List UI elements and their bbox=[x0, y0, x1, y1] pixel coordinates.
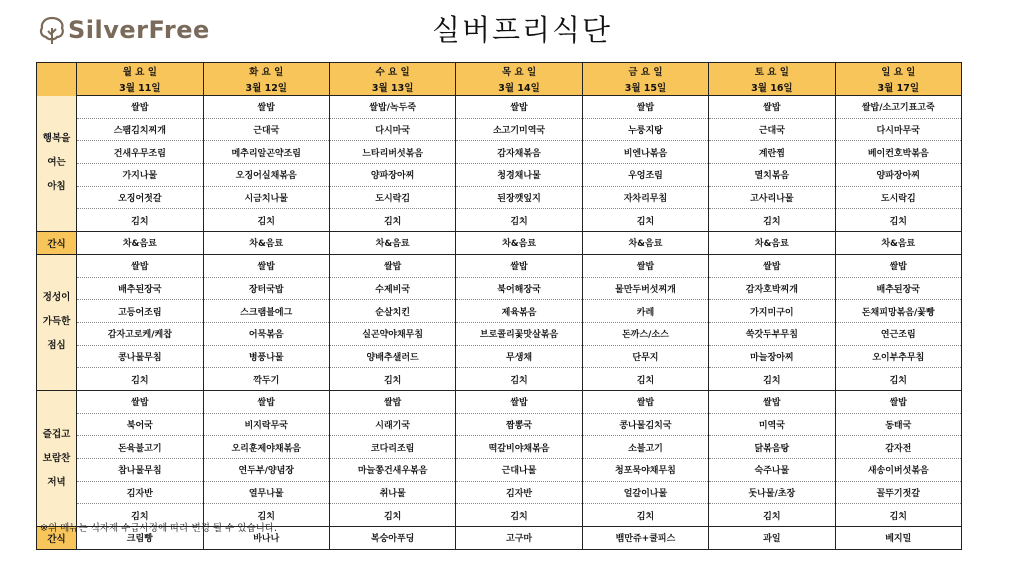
menu-item: 쌀밥 bbox=[709, 390, 835, 413]
menu-item: 쌀밥 bbox=[77, 390, 203, 413]
snack-item: 과일 bbox=[709, 527, 835, 550]
day-header-row bbox=[37, 63, 962, 80]
weekly-menu-table bbox=[36, 62, 962, 550]
menu-item: 열무나물 bbox=[203, 481, 329, 504]
menu-item: 깍두기 bbox=[203, 368, 329, 391]
menu-item: 연근조림 bbox=[835, 322, 961, 345]
menu-item: 감자고로케/케찹 bbox=[77, 322, 203, 345]
date-header: 3월 16일 bbox=[709, 79, 835, 96]
menu-item: 쌀밥 bbox=[77, 254, 203, 277]
snack-label: 간식 bbox=[37, 232, 77, 255]
breakfast-row bbox=[37, 186, 962, 209]
breakfast-label-line: 행복을 bbox=[42, 133, 71, 145]
menu-item: 쌀밥 bbox=[456, 96, 582, 119]
menu-item: 동태국 bbox=[835, 413, 961, 436]
menu-item: 김자반 bbox=[456, 481, 582, 504]
menu-item: 도시락김 bbox=[835, 186, 961, 209]
menu-item: 비지락무국 bbox=[203, 413, 329, 436]
menu-item: 장터국밥 bbox=[203, 277, 329, 300]
menu-item: 근대국 bbox=[709, 118, 835, 141]
breakfast-row bbox=[37, 141, 962, 164]
date-header: 3월 14일 bbox=[456, 79, 582, 96]
menu-item: 쌀밥 bbox=[203, 254, 329, 277]
menu-item: 콩나물무침 bbox=[77, 345, 203, 368]
menu-item: 쌀밥 bbox=[835, 390, 961, 413]
menu-item: 청경채나물 bbox=[456, 164, 582, 187]
menu-item: 김치 bbox=[329, 504, 455, 527]
menu-item: 쌀밥 bbox=[582, 96, 708, 119]
menu-item: 김치 bbox=[835, 209, 961, 232]
menu-item: 가지나물 bbox=[77, 164, 203, 187]
menu-item: 김치 bbox=[582, 504, 708, 527]
date-header: 3월 11일 bbox=[77, 79, 203, 96]
menu-item: 가지미구이 bbox=[709, 300, 835, 323]
dinner-label bbox=[37, 390, 77, 526]
day-header: 수 요 일 bbox=[329, 63, 455, 80]
menu-item: 숙주나물 bbox=[709, 459, 835, 482]
lunch-label-line: 정성이 bbox=[42, 292, 71, 304]
menu-item: 오이부추무침 bbox=[835, 345, 961, 368]
menu-item: 쌀밥 bbox=[582, 390, 708, 413]
menu-item: 김치 bbox=[456, 209, 582, 232]
menu-item: 근대나물 bbox=[456, 459, 582, 482]
date-header: 3월 15일 bbox=[582, 79, 708, 96]
date-header-row bbox=[37, 79, 962, 96]
dinner-label-line: 저녁 bbox=[47, 476, 66, 488]
menu-item: 김치 bbox=[709, 504, 835, 527]
snack-item: 차&음료 bbox=[203, 232, 329, 255]
menu-item: 시래기국 bbox=[329, 413, 455, 436]
date-header: 3월 12일 bbox=[203, 79, 329, 96]
menu-item: 쌀밥 bbox=[835, 254, 961, 277]
snack-item: 차&음료 bbox=[709, 232, 835, 255]
menu-item: 김치 bbox=[835, 368, 961, 391]
lunch-row bbox=[37, 300, 962, 323]
menu-item: 쌀밥/소고기표고죽 bbox=[835, 96, 961, 119]
menu-item: 콩나물김치국 bbox=[582, 413, 708, 436]
menu-item: 느타리버섯볶음 bbox=[329, 141, 455, 164]
menu-item: 감자호박찌개 bbox=[709, 277, 835, 300]
menu-body bbox=[37, 96, 962, 550]
dinner-row bbox=[37, 481, 962, 504]
menu-item: 청포묵야채무침 bbox=[582, 459, 708, 482]
snack-item: 뱀만쥬+쿨피스 bbox=[582, 527, 708, 550]
menu-item: 수제비국 bbox=[329, 277, 455, 300]
menu-item: 마늘쫑건새우볶음 bbox=[329, 459, 455, 482]
menu-item: 양배추샐러드 bbox=[329, 345, 455, 368]
dinner-row bbox=[37, 390, 962, 413]
menu-item: 건새우무조림 bbox=[77, 141, 203, 164]
menu-item: 김치 bbox=[77, 368, 203, 391]
menu-item: 쌀밥 bbox=[709, 254, 835, 277]
menu-item: 김치 bbox=[582, 209, 708, 232]
menu-item: 쑥갓두부무침 bbox=[709, 322, 835, 345]
menu-item: 누룽지탕 bbox=[582, 118, 708, 141]
menu-item: 계란찜 bbox=[709, 141, 835, 164]
snack-item: 차&음료 bbox=[77, 232, 203, 255]
page-title: 실버프리식단 bbox=[431, 13, 613, 47]
menu-item: 새송이버섯볶음 bbox=[835, 459, 961, 482]
menu-item: 김치 bbox=[709, 368, 835, 391]
menu-item: 김치 bbox=[77, 209, 203, 232]
menu-item: 우엉조림 bbox=[582, 164, 708, 187]
menu-item: 북어국 bbox=[77, 413, 203, 436]
breakfast-row bbox=[37, 164, 962, 187]
dinner-label-line: 즐겁고 bbox=[42, 428, 71, 440]
menu-item: 다시마무국 bbox=[835, 118, 961, 141]
snack-item: 차&음료 bbox=[835, 232, 961, 255]
menu-item: 자차리무침 bbox=[582, 186, 708, 209]
menu-item: 제육볶음 bbox=[456, 300, 582, 323]
snack-label: 간식 bbox=[37, 527, 77, 550]
lunch-row bbox=[37, 277, 962, 300]
menu-item: 비엔나볶음 bbox=[582, 141, 708, 164]
menu-item: 김자반 bbox=[77, 481, 203, 504]
day-header: 금 요 일 bbox=[582, 63, 708, 80]
dinner-label-line: 보람찬 bbox=[42, 452, 71, 464]
lunch-row bbox=[37, 368, 962, 391]
menu-item: 김치 bbox=[835, 504, 961, 527]
lunch-label-line: 가득한 bbox=[42, 316, 71, 328]
menu-item: 멸치볶음 bbox=[709, 164, 835, 187]
day-header: 토 요 일 bbox=[709, 63, 835, 80]
menu-item: 도시락김 bbox=[329, 186, 455, 209]
menu-item: 쌀밥 bbox=[582, 254, 708, 277]
menu-item: 취나물 bbox=[329, 481, 455, 504]
snack1-row bbox=[37, 232, 962, 255]
lunch-row bbox=[37, 254, 962, 277]
menu-item: 돈육불고기 bbox=[77, 436, 203, 459]
dinner-row bbox=[37, 413, 962, 436]
breakfast-row bbox=[37, 118, 962, 141]
menu-item: 쌀밥 bbox=[329, 254, 455, 277]
menu-item: 배추된장국 bbox=[77, 277, 203, 300]
menu-item: 돈채피망볶음/꽃빵 bbox=[835, 300, 961, 323]
menu-item: 김치 bbox=[582, 368, 708, 391]
snack-item: 베지밀 bbox=[835, 527, 961, 550]
lunch-label-line: 점심 bbox=[47, 340, 66, 352]
menu-item: 감자전 bbox=[835, 436, 961, 459]
breakfast-label-line: 아침 bbox=[47, 181, 66, 193]
menu-item: 북어해장국 bbox=[456, 277, 582, 300]
menu-item: 배추된장국 bbox=[835, 277, 961, 300]
menu-item: 김치 bbox=[709, 209, 835, 232]
menu-item: 병풍나물 bbox=[203, 345, 329, 368]
menu-item: 무생채 bbox=[456, 345, 582, 368]
menu-item: 미역국 bbox=[709, 413, 835, 436]
menu-item: 순살치킨 bbox=[329, 300, 455, 323]
menu-item: 쌀밥 bbox=[456, 254, 582, 277]
day-header: 목 요 일 bbox=[456, 63, 582, 80]
lunch-row bbox=[37, 345, 962, 368]
menu-item: 쌀밥 bbox=[456, 390, 582, 413]
menu-item: 참나물무침 bbox=[77, 459, 203, 482]
menu-item: 실곤약야채무침 bbox=[329, 322, 455, 345]
menu-item: 코다리조림 bbox=[329, 436, 455, 459]
breakfast-row bbox=[37, 96, 962, 119]
breakfast-label bbox=[37, 96, 77, 232]
menu-item: 오징어젓갈 bbox=[77, 186, 203, 209]
breakfast-row bbox=[37, 209, 962, 232]
snack-item: 차&음료 bbox=[582, 232, 708, 255]
snack-item: 바나나 bbox=[203, 527, 329, 550]
date-header: 3월 13일 bbox=[329, 79, 455, 96]
menu-item: 고사리나물 bbox=[709, 186, 835, 209]
snack-item: 차&음료 bbox=[329, 232, 455, 255]
menu-item: 오리훈제야채볶음 bbox=[203, 436, 329, 459]
menu-item: 베이컨호박볶음 bbox=[835, 141, 961, 164]
menu-item: 김치 bbox=[329, 368, 455, 391]
menu-item: 김치 bbox=[456, 504, 582, 527]
menu-item: 어묵볶음 bbox=[203, 322, 329, 345]
dinner-row bbox=[37, 459, 962, 482]
menu-item: 쌀밥 bbox=[329, 390, 455, 413]
day-header: 화 요 일 bbox=[203, 63, 329, 80]
menu-item: 감자채볶음 bbox=[456, 141, 582, 164]
menu-item: 브로콜리꽃맛살볶음 bbox=[456, 322, 582, 345]
menu-item: 김치 bbox=[329, 209, 455, 232]
menu-item: 김치 bbox=[456, 368, 582, 391]
date-header: 3월 17일 bbox=[835, 79, 961, 96]
day-header: 일 요 일 bbox=[835, 63, 961, 80]
dinner-row bbox=[37, 436, 962, 459]
snack-item: 크림빵 bbox=[77, 527, 203, 550]
menu-item: 마늘장아찌 bbox=[709, 345, 835, 368]
lunch-row bbox=[37, 322, 962, 345]
menu-item: 스크램블에그 bbox=[203, 300, 329, 323]
breakfast-label-line: 여는 bbox=[47, 157, 66, 169]
menu-item: 소고기미역국 bbox=[456, 118, 582, 141]
menu-item: 닭볶음탕 bbox=[709, 436, 835, 459]
menu-item: 오징어실채볶음 bbox=[203, 164, 329, 187]
menu-item: 연두부/양념장 bbox=[203, 459, 329, 482]
menu-item: 돈까스/소스 bbox=[582, 322, 708, 345]
menu-item: 얼갈이나물 bbox=[582, 481, 708, 504]
day-header: 월 요 일 bbox=[77, 63, 203, 80]
menu-item: 물만두버섯찌개 bbox=[582, 277, 708, 300]
menu-item: 양파장아찌 bbox=[835, 164, 961, 187]
menu-item: 김치 bbox=[203, 209, 329, 232]
snack-item: 고구마 bbox=[456, 527, 582, 550]
menu-item: 고등어조림 bbox=[77, 300, 203, 323]
menu-item: 쌀밥/녹두죽 bbox=[329, 96, 455, 119]
lunch-label bbox=[37, 254, 77, 390]
menu-item: 돗나물/초장 bbox=[709, 481, 835, 504]
menu-item: 소불고기 bbox=[582, 436, 708, 459]
menu-item: 쌀밥 bbox=[709, 96, 835, 119]
menu-item: 메추리알곤약조림 bbox=[203, 141, 329, 164]
menu-item: 쌀밥 bbox=[203, 390, 329, 413]
menu-item: 근대국 bbox=[203, 118, 329, 141]
footnote: ※위 메뉴는 식자재 수급사정에 따라 변경 될 수 있습니다. bbox=[40, 523, 278, 534]
menu-item: 양파장아찌 bbox=[329, 164, 455, 187]
menu-item: 김치 bbox=[203, 504, 329, 527]
menu-item: 스팸김치찌개 bbox=[77, 118, 203, 141]
menu-item: 카레 bbox=[582, 300, 708, 323]
corner-cell bbox=[37, 63, 77, 96]
menu-item: 다시마국 bbox=[329, 118, 455, 141]
menu-item: 꼴뚜기젓갈 bbox=[835, 481, 961, 504]
menu-item: 쌀밥 bbox=[203, 96, 329, 119]
menu-item: 쌀밥 bbox=[77, 96, 203, 119]
logo-text: SilverFree bbox=[68, 16, 210, 44]
menu-item: 떡갈비야채볶음 bbox=[456, 436, 582, 459]
menu-item: 시금치나물 bbox=[203, 186, 329, 209]
menu-item: 김치 bbox=[77, 504, 203, 527]
menu-item: 짬뽕국 bbox=[456, 413, 582, 436]
menu-item: 된장깻잎지 bbox=[456, 186, 582, 209]
menu-item: 단무지 bbox=[582, 345, 708, 368]
snack-item: 차&음료 bbox=[456, 232, 582, 255]
snack-item: 복숭아푸딩 bbox=[329, 527, 455, 550]
